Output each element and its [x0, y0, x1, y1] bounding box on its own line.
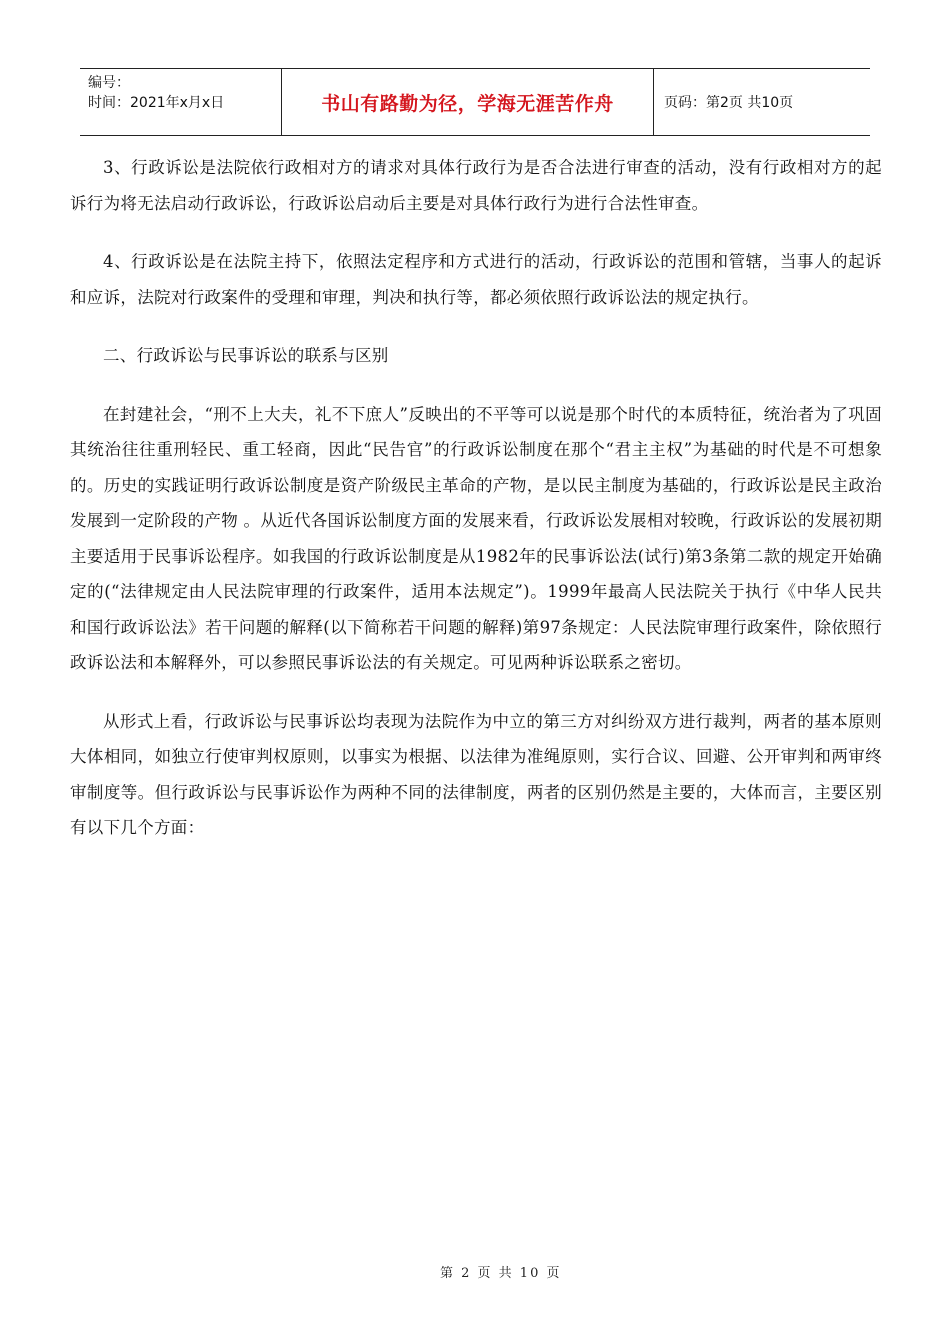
header-page-code: 页码：第2页 共10页 — [664, 95, 794, 111]
paragraph-comparison: 从形式上看，行政诉讼与民事诉讼均表现为法院作为中立的第三方对纠纷双方进行裁判，两者的基本原则大体相同，如独立行使审判权原则，以事实为根据、以法律为准绳原则，实行合议、回避、公开审判和两审终审制度等。但行政诉讼与民事诉讼作为两种不同的法律制度，两者的区别仍然是主要的，大体而言，主要区别有以下几个方面： — [70, 711, 882, 837]
paragraph-item-3: 3、行政诉讼是法院依行政相对方的请求对具体行政行为是否合法进行审查的活动，没有行政相对方的起诉行为将无法启动行政诉讼，行政诉讼启动后主要是对具体行政行为进行合法性审查。 — [70, 158, 882, 213]
document-header — [80, 68, 870, 136]
document-date: 时间：2021年x月x日 — [88, 95, 225, 111]
document-number-label: 编号： — [88, 75, 130, 91]
header-meta — [80, 69, 282, 135]
section-heading: 二、行政诉讼与民事诉讼的联系与区别 — [103, 346, 389, 365]
paragraph-history: 在封建社会，“刑不上大夫，礼不下庶人”反映出的不平等可以说是那个时代的本质特征，统治者为了巩固其统治往往重刑轻民、重工轻商，因此“民告官”的行政诉讼制度在那个“君主主权”为基础的时代是不可想象的。历史的实践证明行政诉讼制度是资产阶级民主革命的产物，是以民主制度为基础的，行政诉讼是民主政治发展到一定阶段的产物 。从近代各国诉讼制度方面的发展来看，行政诉讼发展相对较晚，行政诉讼的发展初期主要适用于民事诉讼程序。如我国的行政诉讼制度是从1982年的民事诉讼法(试行)第3条第二款的规定开始确定的(“法律规定由人民法院审理的行政案件，适用本法规定”)。1999年最高人民法院关于执行《中华人民共和国行政诉讼法》若干问题的解释(以下简称若干问题的解释)第97条规定：人民法院审理行政案件，除依照行政诉讼法和本解释外，可以参照民事诉讼法的有关规定。可见两种诉讼联系之密切。 — [70, 404, 882, 672]
paragraph-item-4: 4、行政诉讼是在法院主持下，依照法定程序和方式进行的活动，行政诉讼的范围和管辖，当事人的起诉和应诉，法院对行政案件的受理和审理，判决和执行等，都必须依照行政诉讼法的规定执行。 — [70, 252, 882, 307]
document-body — [70, 150, 882, 869]
page-footer: 第 2 页 共 10 页 — [440, 1266, 562, 1281]
header-motto: 书山有路勤为径，学海无涯苦作舟 — [282, 69, 654, 135]
